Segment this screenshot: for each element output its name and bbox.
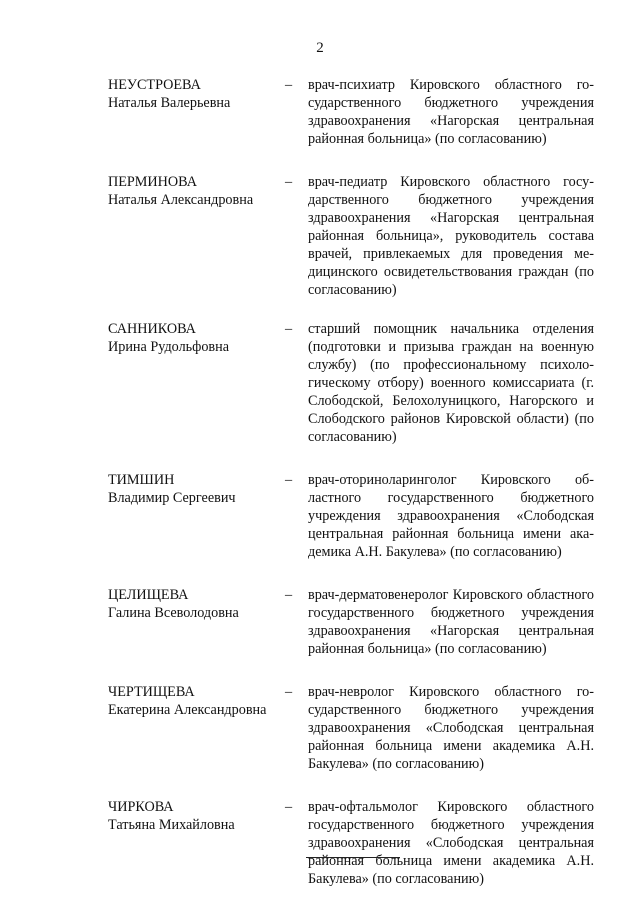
separator-dash: – [285,77,293,93]
member-surname: САННИКОВА [108,321,196,337]
separator-dash: – [285,472,293,488]
member-given-name: Екатерина Александровна [108,702,267,718]
member-given-name: Наталья Александровна [108,192,254,208]
member-entry [108,683,600,773]
member-role: врач-педиатр Кировского областного государственного бюджетного учреждения здравоохранения «Нагорская центральная районная больница», руководитель состава врачей, привлекаемых для проведения медицинского освидетельствования граждан (по согласованию) [308,174,594,298]
member-name-block [108,173,285,209]
member-given-name: Наталья Валерьевна [108,95,231,111]
member-surname: ТИМШИН [108,472,175,488]
member-role: врач-офтальмолог Кировского областного государственного бюджетного учреждения здравоохранения «Слободская центральная районная больница имени академика А.Н. Бакулева» (по согласованию) [308,799,594,887]
end-of-list-rule [306,857,400,858]
member-surname: ЧИРКОВА [108,799,174,815]
members-list [108,76,600,913]
member-name-block [108,586,285,622]
separator-dash: – [285,587,293,603]
separator-dash: – [285,321,293,337]
separator-dash: – [285,174,293,190]
page-number: 2 [316,40,324,56]
member-surname: ЧЕРТИЩЕВА [108,684,195,700]
member-name-block [108,76,285,112]
member-name-block [108,798,285,834]
member-entry [108,798,600,888]
member-role: врач-психиатр Кировского областного государственного бюджетного учреждения здравоохранения «Нагорская центральная районная больница» (по согласованию) [308,77,594,147]
separator-dash: – [285,799,293,815]
member-entry [108,586,600,658]
member-name-block [108,320,285,356]
member-given-name: Ирина Рудольфовна [108,339,230,355]
member-role: старший помощник начальника отделения (подготовки и призыва граждан на военную службу) (по профессиональному психологическому отбору) военного комиссариата (г. Слободской, Белохолуницкого, Нагорского и Слободского районов Кировской области) (по согласованию) [308,321,594,445]
member-entry [108,76,600,148]
member-name-block [108,471,285,507]
member-entry [108,320,600,446]
member-given-name: Галина Всеволодовна [108,605,239,621]
separator-dash: – [285,684,293,700]
member-role: врач-дерматовенеролог Кировского областного государственного бюджетного учреждения здравоохранения «Нагорская центральная районная больница» (по согласованию) [308,587,594,657]
member-entry [108,173,600,299]
member-given-name: Владимир Сергеевич [108,490,236,506]
member-role: врач-невролог Кировского областного государственного бюджетного учреждения здравоохранения «Слободская центральная районная больница имени академика А.Н. Бакулева» (по согласованию) [308,684,594,772]
member-surname: ПЕРМИНОВА [108,174,197,190]
member-entry [108,471,600,561]
member-given-name: Татьяна Михайловна [108,817,235,833]
member-name-block [108,683,285,719]
member-role: врач-оториноларинголог Кировского областного государственного бюджетного учреждения здравоохранения «Слободская центральная районная больница имени академика А.Н. Бакулева» (по согласованию) [308,472,594,560]
member-surname: НЕУСТРОЕВА [108,77,201,93]
member-surname: ЦЕЛИЩЕВА [108,587,189,603]
